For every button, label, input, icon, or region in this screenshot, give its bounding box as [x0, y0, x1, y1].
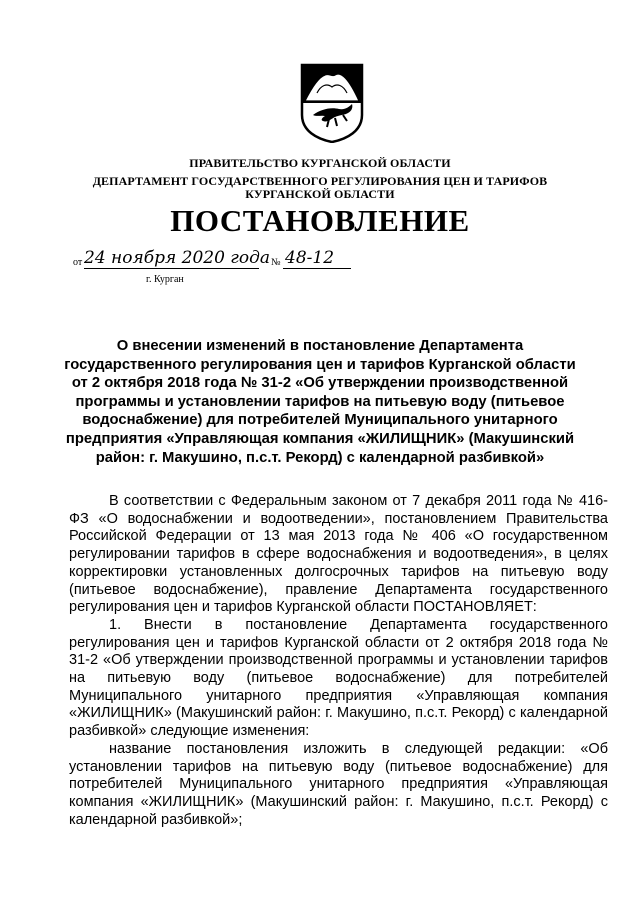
number-underline	[283, 268, 351, 269]
date-underline	[84, 268, 259, 269]
department-name-line-2: КУРГАНСКОЙ ОБЛАСТИ	[245, 187, 395, 201]
handwritten-number: 48-12	[285, 248, 335, 268]
government-name: ПРАВИТЕЛЬСТВО КУРГАНСКОЙ ОБЛАСТИ	[189, 156, 451, 170]
document-body	[69, 493, 608, 829]
document-title: О внесении изменений в постановление Департамента государственного регулирования цен и тарифов Курганской области от 2 октября 2018 года № 31-2 «Об утверждении производственной программы и установлении тарифов на питьевую воду (питьевое водоснабжение) для потребителей Муниципального унитарного предприятия «Управляющая компания «ЖИЛИЩНИК» (Макушинский район: г. Макушино, п.с.т. Рекорд) с календарной разбивкой»	[64, 338, 576, 466]
handwritten-date: 24 ноября 2020 года	[84, 248, 271, 268]
body-paragraph: название постановления изложить в следующей редакции: «Об установлении тарифов на питьевую воду (питьевое водоснабжение) для потребителей Муниципального унитарного предприятия «Управляющая компания «ЖИЛИЩНИК» (Макушинский район: г. Макушино, п.с.т. Рекорд) с календарной разбивкой»;	[69, 740, 608, 828]
coat-of-arms-icon	[299, 63, 365, 143]
body-paragraph: В соответствии с Федеральным законом от 7 декабря 2011 года № 416-ФЗ «О водоснабжении и водоотведении», постановлением Правительства Российской Федерации от 13 мая 2013 года № 406 «О государственном регулировании тарифов в сфере водоснабжения и водоотведения», в целях корректировки установленных долгосрочных тарифов на питьевую воду (питьевое водоснабжение), правление Департамента государственного регулирования цен и тарифов Курганской области ПОСТАНОВЛЯЕТ:	[69, 493, 608, 616]
date-from-label: от	[73, 257, 83, 268]
date-number-line	[73, 248, 493, 272]
body-paragraph: 1. Внести в постановление Департамента государственного регулирования цен и тарифов Курганской области от 2 октября 2018 года № 31-2 «Об утверждении производственной программы и установлении тарифов на питьевую воду (питьевое водоснабжение) для потребителей Муниципального унитарного предприятия «Управляющая компания «ЖИЛИЩНИК» (Макушинский район: г. Макушино, п.с.т. Рекорд) с календарной разбивкой» следующие изменения:	[69, 616, 608, 740]
document-type-heading: ПОСТАНОВЛЕНИЕ	[170, 203, 470, 238]
city-label: г. Курган	[146, 274, 184, 285]
department-name-line-1: ДЕПАРТАМЕНТ ГОСУДАРСТВЕННОГО РЕГУЛИРОВАНИЯ ЦЕН И ТАРИФОВ	[92, 174, 548, 188]
number-label: №	[271, 257, 281, 268]
